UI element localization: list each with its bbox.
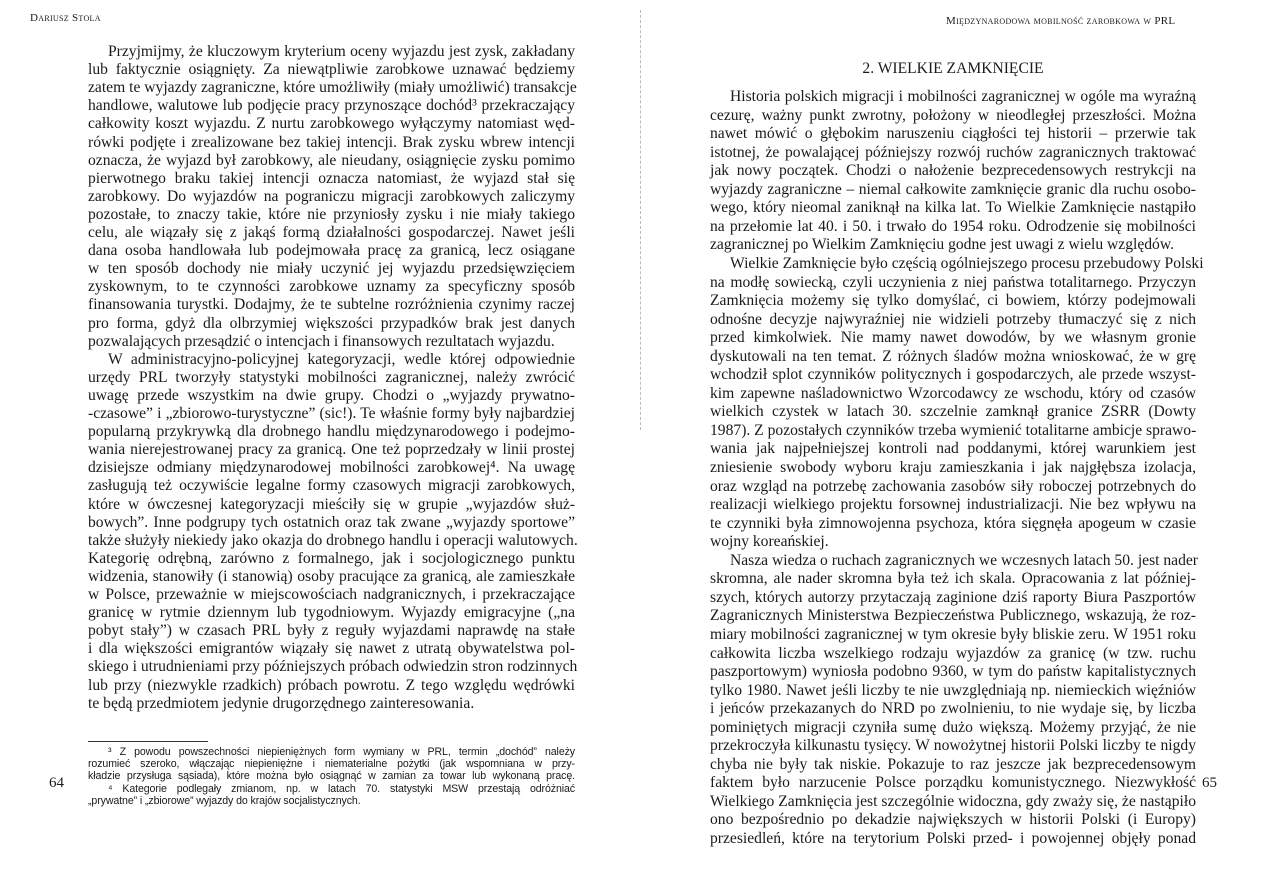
text-line: dyskutowali na ten temat. Z różnych śladów można wnioskować, że w grę [710, 347, 1196, 365]
text-line: dana osoba handlowała lub podejmowała pracę za granicą, lecz osiągane [88, 242, 575, 260]
text-line: finansowania turystki. Dodajmy, że te subtelne rozróżnienia czynimy raczej [88, 296, 575, 314]
text-line: Kategorię odrębną, zarówno z formalnego, jak i socjologicznego punktu [88, 549, 575, 567]
text-line: całkowity koszt wyjazdu. Z nurtu zarobkowego wyłączymy natomiast węd- [88, 115, 575, 133]
text-line: wyjazdy zagraniczne – niemal całkowite zamknięcie granic dla ruchu osobo- [710, 180, 1196, 198]
text-line: kim zapewne naśladownictwo Wzorcodawcy ze wschodu, który od czasów [710, 384, 1196, 402]
text-line: granicę w rytmie dziennym lub tygodniowym. Wyjazdy emigracyjne („na [88, 604, 575, 622]
text-line: Zagranicznych Ministerstwa Bezpieczeństwa Publicznego, wskazują, że roz- [710, 607, 1196, 625]
section-heading: 2. WIELKIE ZAMKNIĘCIE [862, 60, 1044, 77]
footnote-line: ⁴ Kategorie podlegały zmianom, np. w latach 70. statystyki MSW przestają odróżniać [108, 782, 575, 795]
text-line: pro forma, gdyż dla olbrzymiej większości przypadków brak jest danych [88, 314, 575, 332]
text-line: skiego i utrudnieniami przy późniejszych próbach odwiedzin stron rodzinnych [88, 658, 578, 676]
text-line: Wielkiego Zamknięcia jest szczególnie widoczna, gdy zważy się, że nastąpiło [710, 792, 1196, 810]
text-line: lub przy (niezwykle rzadkich) próbach powrotu. Z tego względu wędrówki [88, 676, 575, 694]
text-line: szych, których autorzy przytaczają zaginione dziś raporty Biura Paszportów [710, 588, 1196, 606]
text-line: oznacza, że wyjazd był zarobkowy, ale nieudany, osiągnięcie zysku pomimo [88, 151, 575, 169]
text-line: lub faktycznie osiągnięty. Za niewątpliwie zarobkowe uznawać będziemy [88, 61, 575, 79]
text-line: popularną przykrywką dla drobnego handlu międzynarodowego i podejmo- [88, 423, 575, 441]
text-line: te czynniki była zimnowojenna psychoza, która sięgnęła apogeum w czasie [710, 514, 1196, 532]
page-number-right: 65 [1202, 775, 1217, 791]
text-line: zagranicznej po Wielkim Zamknięciu godne jest uwagi z wielu względów. [710, 236, 1174, 254]
text-line: jak nowy początek. Chodzi o nałożenie bezprecedensowych restrykcji na [710, 162, 1196, 180]
text-line: w ten sposób dochody nie miały uczynić jej wyjazdu przedsięwzięciem [88, 260, 575, 278]
text-line: Zamknięcia możemy się tylko domyślać, ci bowiem, którzy podejmowali [710, 292, 1196, 310]
text-line: wojny koreańskiej. [710, 533, 829, 551]
text-line: pierwotnego braku takiej intencji oznacza natomiast, że wyjazd stał się [88, 169, 575, 187]
text-line: faktem było narzucenie Polsce porządku komunistycznego. Niezwykłość [710, 774, 1196, 792]
running-head-right: Międzynarodowa mobilność zarobkowa w PRL [946, 15, 1176, 27]
text-line: -czasowe” i „zbiorowo-turystyczne” (sic!). Te właśnie formy były najbardziej [88, 405, 575, 422]
text-line: na przełomie lat 40. i 50. i trwało do 1954 roku. Odrodzenie się mobilności [710, 217, 1196, 235]
text-line: odnośne decyzje najwyraźniej nie widzieli potrzeby tłumaczyć się z nich [710, 310, 1196, 328]
text-line: urzędy PRL tworzyły statystyki mobilności zagranicznej, należy zwrócić [88, 368, 575, 386]
text-line: zasługują też oczywiście legalne formy czasowych migracji zarobkowych, [88, 477, 575, 495]
running-head-left: Dariusz Stola [30, 12, 101, 24]
text-line: Przyjmijmy, że kluczowym kryterium oceny wyjazdu jest zysk, zakładany [108, 43, 575, 60]
text-line: rówki podjęte i zrealizowane bez takiej intencji. Brak zysku wbrew intencji [88, 133, 575, 151]
text-line: które w ówczesnej kategoryzacji mieściły się w grupie „wyjazdów służ- [88, 495, 575, 513]
text-line: przed kimkolwiek. Nie mamy nawet dowodów, by we własnym gronie [710, 329, 1196, 347]
text-line: zarobkowy. Do wyjazdów na pograniczu migracji zarobkowych zaliczymy [88, 187, 575, 205]
text-line: Historia polskich migracji i mobilności zagranicznej w ogóle ma wyraźną [730, 88, 1196, 105]
text-line: chyba nie były tak niskie. Pokazuje to raz jeszcze jak bezprecedensowym [710, 755, 1196, 773]
text-line: wego, który nieomal zaniknął na kilka lat. To Wielkie Zamknięcie nastąpiło [710, 199, 1196, 217]
text-line: pozostałe, to znaczy takie, które nie przyniosły zysku i nie miały takiego [88, 205, 575, 223]
text-line: i dla większości emigrantów wiązały się nawet z utratą obywatelstwa pol- [88, 640, 575, 658]
footnote-line: rozumieć szeroko, włączając niepieniężne i niematerialne pożytki (jak wspomniana w przy- [88, 758, 575, 771]
text-line: nawet mówić o głębokim naruszeniu ciągłości tej historii – przerwie tak [710, 125, 1196, 143]
text-line: w Polsce, przeważnie w miejscowościach nadgranicznych, i przekraczające [88, 586, 575, 603]
text-line: zniesienie swobody wyboru kraju zamieszkania i jak najgłębsza izolacja, [710, 459, 1196, 476]
text-line: bowych”. Inne podgrupy tych ostatnich oraz tak zwane „wyjazdy sportowe” [88, 513, 575, 531]
text-line: zyskownym, to te czynności zarobkowe uznamy za specyficzny sposób [88, 278, 575, 296]
text-line: przesiedleń, które na terytorium Polski przed- i powojennej objęły ponad [710, 830, 1196, 847]
text-line: wchodził splot czynników politycznych i gospodarczych, ale przede wszyst- [710, 366, 1196, 384]
text-line: 1987). Z pozostałych czynników trzeba wymienić totalitarne ambicje sprawo- [710, 421, 1197, 439]
text-line: także służyły niekiedy jako okazja do drobnego handlu i operacji walutowych. [88, 531, 578, 549]
text-line: pobyt stały”) w czasach PRL były z reguły wyjazdami naprawdę na stałe [88, 622, 575, 640]
text-line: Nasza wiedza o ruchach zagranicznych we wczesnych latach 50. jest nader [730, 551, 1199, 569]
text-line: celu, ale wiązały się z jakąś formą działalności gospodarczej. Nawet jeśli [88, 224, 575, 241]
text-line: istotnej, że powalającej późniejszy rozwój ruchów zagranicznych traktować [710, 143, 1196, 161]
text-line: widzenia, stanowiły (i stanowią) osoby pracujące za granicą, ale zamieszkałe [88, 567, 575, 585]
text-line: Wielkie Zamknięcie było częścią ogólniejszego procesu przebudowy Polski [730, 254, 1204, 272]
text-line: paszportowym) wyniosła podobno 9360, w tym do państw kapitalistycznych [710, 663, 1196, 681]
text-line: uwagę przede wszystkim na dwie grupy. Chodzi o „wyjazdy prywatno- [88, 386, 575, 404]
text-line: pozwalających przesądzić o intencjach i finansowych rezultatach wyjazdu. [88, 332, 555, 350]
text-line: przekroczyła kilkunastu tysięcy. W nowożytnej historii Polski liczby te nigdy [710, 737, 1196, 755]
text-line: realizacji wielkiego projektu forsownej industrializacji. Nie bez wpływu na [710, 496, 1196, 514]
text-line: W administracyjno-policyjnej kategoryzacji, wedle której odpowiednie [108, 350, 575, 368]
text-line: miary mobilności zagranicznej w tym okresie były bliskie zeru. W 1951 roku [710, 625, 1196, 643]
text-line: wania jak najpełniejszej kontroli nad poddanymi, której warunkiem jest [710, 440, 1196, 458]
text-line: zatem te wyjazdy zagraniczne, które umożliwiły (miały umożliwić) transakcje [88, 79, 577, 97]
text-line: handlowe, walutowe lub podjęcie pracy przynoszące dochód³ przekraczający [88, 97, 575, 115]
text-line: wania nierejestrowanej pracy za granicą. One też poprzedzały w linii prostej [88, 441, 575, 459]
footnote-line: kładzie przysługa sąsiada), które można było osiągnąć w zamian za towar lub wykonaną pracę. [88, 770, 575, 783]
text-line: całkowita liczba wszelkiego rodzaju wyjazdów za granicę (w tzw. ruchu [710, 644, 1196, 662]
text-line: ono bezpośrednio po dekadzie największych w historii Polski (i Europy) [710, 811, 1196, 829]
text-line: wielkich czystek w latach 30. szczelnie zamknął granice ZSRR (Dowty [710, 403, 1196, 421]
text-line: te będą przedmiotem jedynie drugorzędnego zainteresowania. [88, 694, 475, 712]
text-line: pominiętych migracji czyniła sumę dużo większą. Możemy przyjąć, że nie [710, 718, 1196, 736]
text-line: dzisiejsze odmiany międzynarodowej mobilności zarobkowej⁴. Na uwagę [88, 459, 575, 477]
footnote-line: ³ Z powodu powszechności niepieniężnych form wymiany w PRL, termin „dochód” należy [108, 746, 575, 758]
text-line: na modłę sowiecką, czyli uczynienia z niej państwa totalitarnego. Przyczyn [710, 273, 1196, 291]
text-line: i jeńców przekazanych do NRD po zwolnieniu, to nie wydaje się, by liczba [710, 700, 1196, 718]
text-line: tylko 1980. Nawet jeśli liczby te nie uwzględniają np. niemieckich więźniów [710, 681, 1196, 699]
text-line: cezurę, ważny punkt zwrotny, położony w nieodległej przeszłości. Można [710, 106, 1196, 124]
text-line: oraz wzgląd na potrzebę zachowania zasobów siły roboczej potrzebnych do [710, 477, 1196, 495]
footnote-line: „prywatne” i „zbiorowe” wyjazdy do krajów socjalistycznych. [88, 794, 361, 807]
text-line: skromna, ale nader skromna była też ich skala. Opracowania z lat później- [710, 570, 1196, 588]
footnote-rule [88, 741, 208, 742]
page-number-left: 64 [49, 775, 64, 791]
page-gutter [640, 10, 641, 430]
